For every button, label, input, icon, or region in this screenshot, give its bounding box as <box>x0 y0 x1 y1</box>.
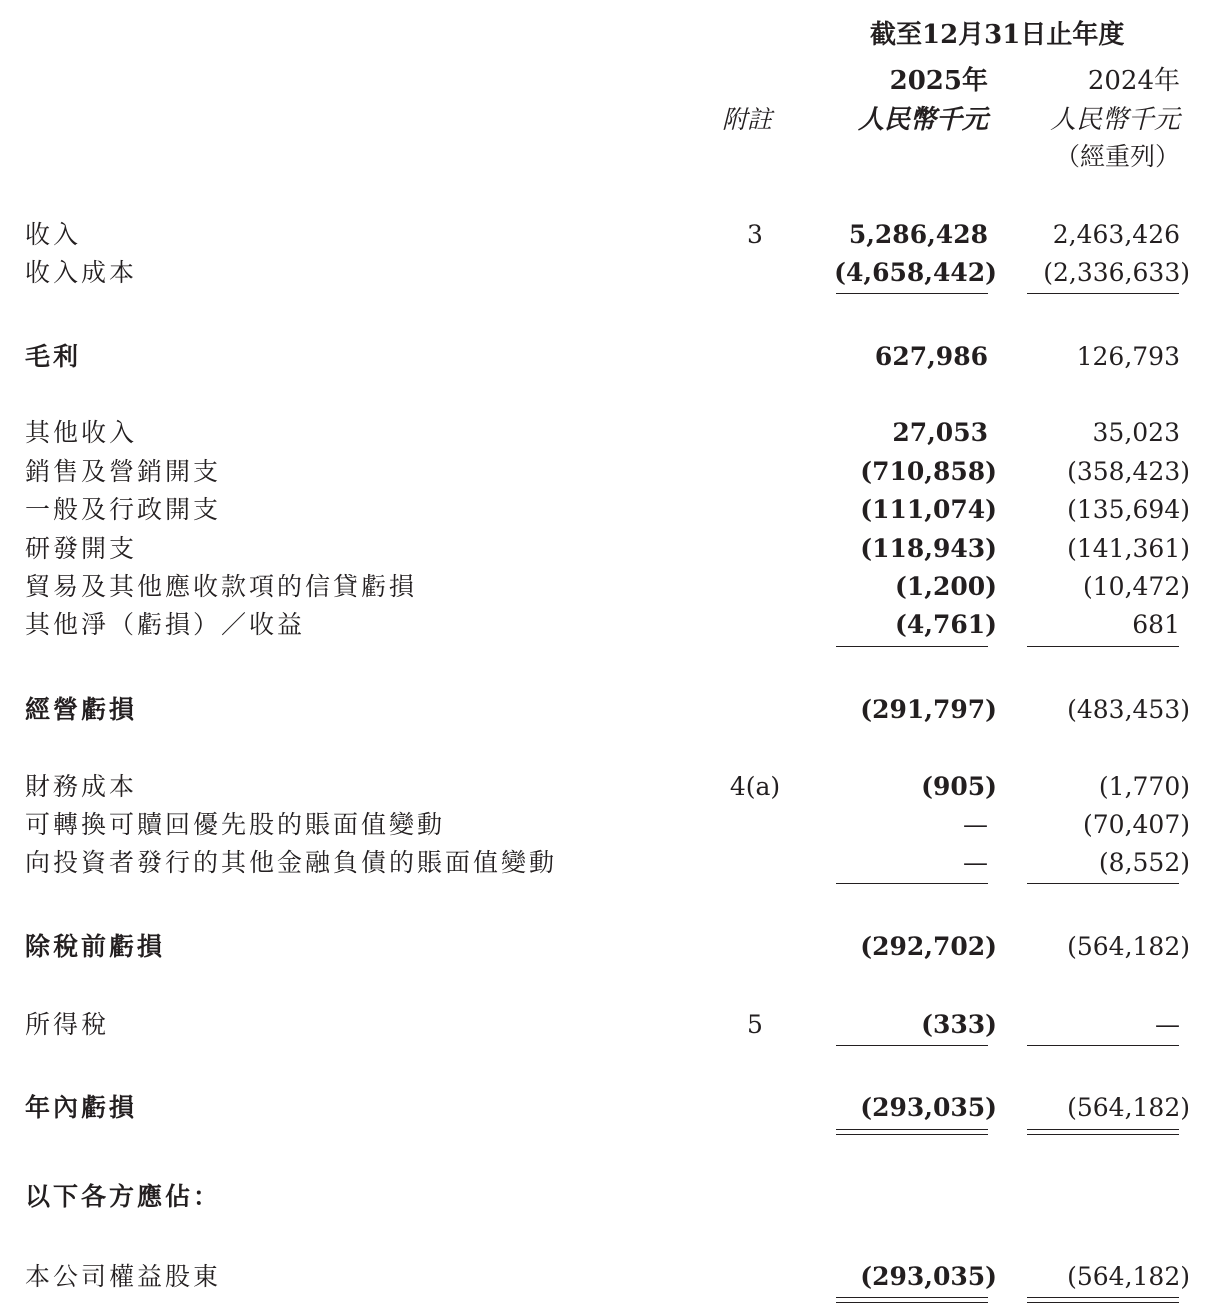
value-2024: (564,182) <box>1067 932 1190 961</box>
section-heading: 以下各方應佔： <box>25 1182 222 1211</box>
value-2024: (564,182) <box>1067 1093 1190 1122</box>
value-2025: 27,053 <box>892 418 988 447</box>
row-label: 貿易及其他應收款項的信貸虧損 <box>25 572 418 601</box>
value-2025: (1,200) <box>895 572 997 601</box>
value-2025: (333) <box>921 1010 997 1039</box>
row-label: 毛利 <box>25 342 82 371</box>
total-double-rule <box>1027 1297 1179 1303</box>
total-double-rule <box>836 1129 988 1135</box>
value-2024: 681 <box>1132 610 1180 639</box>
value-2025: (905) <box>921 772 997 801</box>
subtotal-rule <box>1027 883 1179 884</box>
value-2024: (1,770) <box>1098 772 1190 801</box>
row-label: 所得稅 <box>25 1010 110 1039</box>
row-label: 研發開支 <box>25 534 138 563</box>
col-2025-year: 2025年 <box>889 66 988 96</box>
col-2025-unit: 人民幣千元 <box>857 105 988 135</box>
value-2024: (141,361) <box>1067 534 1190 563</box>
value-2024: (8,552) <box>1098 848 1190 877</box>
period-heading: 截至12月31日止年度 <box>870 20 1125 50</box>
row-label: 收入 <box>25 220 82 249</box>
row-label: 銷售及營銷開支 <box>25 457 222 486</box>
value-2024: (564,182) <box>1067 1262 1190 1291</box>
value-2025: (118,943) <box>860 534 997 563</box>
row-note: 5 <box>747 1010 763 1039</box>
subtotal-rule <box>836 1045 988 1046</box>
value-2025: (4,658,442) <box>834 258 997 287</box>
value-2025: (292,702) <box>860 932 997 961</box>
value-2025: (291,797) <box>860 695 997 724</box>
row-note: 3 <box>747 220 763 249</box>
value-2025: (293,035) <box>860 1093 997 1122</box>
row-label: 收入成本 <box>25 258 138 287</box>
row-label: 其他收入 <box>25 418 138 447</box>
subtotal-rule <box>836 293 988 294</box>
row-label: 年內虧損 <box>25 1093 138 1122</box>
row-label: 除稅前虧損 <box>25 932 166 961</box>
value-2025: — <box>963 848 988 877</box>
subtotal-rule <box>836 883 988 884</box>
value-2025: (111,074) <box>860 495 997 524</box>
total-double-rule <box>1027 1129 1179 1135</box>
value-2024: 2,463,426 <box>1052 220 1180 249</box>
row-label: 經營虧損 <box>25 695 138 724</box>
subtotal-rule <box>836 646 988 647</box>
subtotal-rule <box>1027 293 1179 294</box>
col-2024-unit: 人民幣千元 <box>1049 105 1180 135</box>
subtotal-rule <box>1027 1045 1179 1046</box>
row-label: 財務成本 <box>25 772 138 801</box>
value-2024: 126,793 <box>1076 342 1180 371</box>
value-2024: (2,336,633) <box>1043 258 1190 287</box>
value-2024: (483,453) <box>1067 695 1190 724</box>
subtotal-rule <box>1027 646 1179 647</box>
row-label: 一般及行政開支 <box>25 495 222 524</box>
value-2025: 5,286,428 <box>848 220 988 249</box>
value-2024: (70,407) <box>1083 810 1190 839</box>
row-note: 4(a) <box>729 772 781 801</box>
value-2025: (710,858) <box>860 457 997 486</box>
value-2025: (4,761) <box>895 610 997 639</box>
value-2024: 35,023 <box>1092 418 1180 447</box>
row-label: 可轉換可贖回優先股的賬面值變動 <box>25 810 446 839</box>
col-2024-remark: （經重列） <box>1054 142 1180 171</box>
col-2024-year: 2024年 <box>1087 66 1180 96</box>
value-2024: (358,423) <box>1067 457 1190 486</box>
note-column-header: 附註 <box>722 105 773 134</box>
row-label: 向投資者發行的其他金融負債的賬面值變動 <box>25 848 558 877</box>
value-2025: 627,986 <box>874 342 988 371</box>
total-double-rule <box>836 1297 988 1303</box>
value-2024: — <box>1155 1010 1180 1039</box>
value-2024: (10,472) <box>1083 572 1190 601</box>
value-2025: — <box>963 810 988 839</box>
value-2025: (293,035) <box>860 1262 997 1291</box>
row-label: 本公司權益股東 <box>25 1262 222 1291</box>
row-label: 其他淨（虧損）／收益 <box>25 610 306 639</box>
value-2024: (135,694) <box>1067 495 1190 524</box>
